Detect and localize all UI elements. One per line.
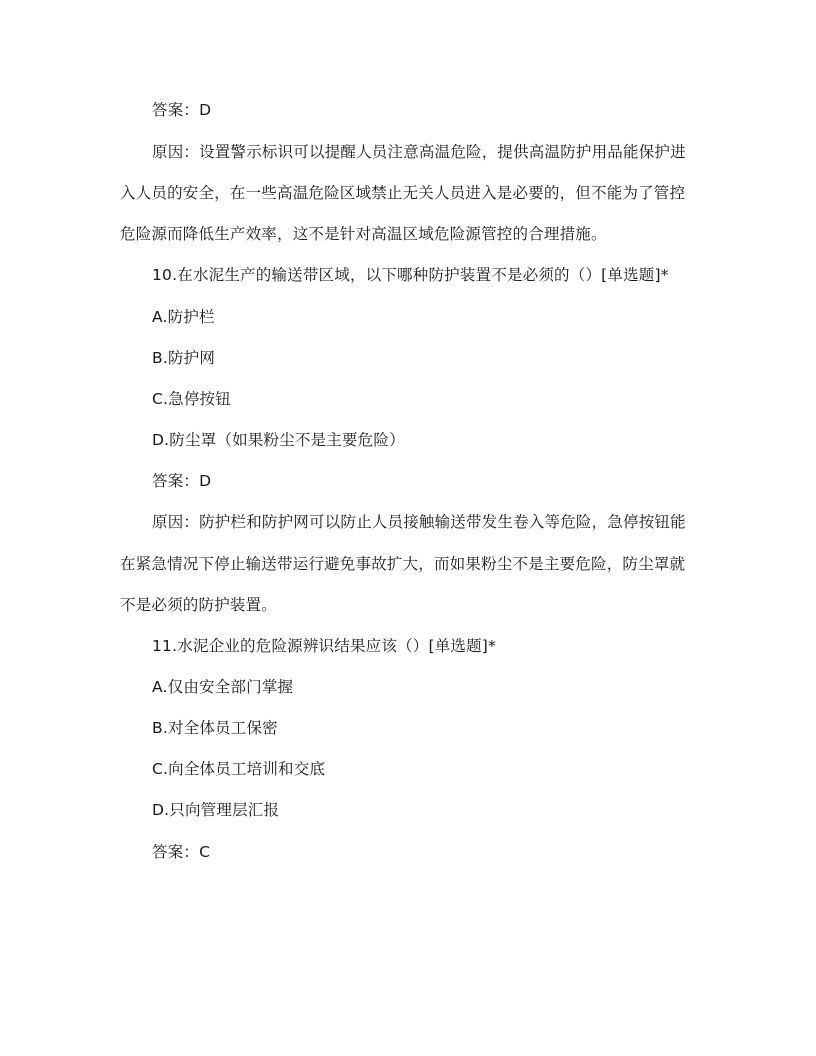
reason-text-line: 在紧急情况下停止输送带运行避免事故扩大，而如果粉尘不是主要危险，防尘罩就 <box>120 555 686 573</box>
answer-text: 答案：D <box>152 472 212 490</box>
question-text: 11.水泥企业的危险源辨识结果应该（）[单选题]* <box>152 637 496 655</box>
question-text: 10.在水泥生产的输送带区域，以下哪种防护装置不是必须的（）[单选题]* <box>152 266 669 284</box>
reason-text-line: 危险源而降低生产效率，这不是针对高温区域危险源管控的合理措施。 <box>120 225 607 243</box>
option-text: A.防护栏 <box>152 308 215 326</box>
reason-text-line: 原因：设置警示标识可以提醒人员注意高温危险，提供高温防护用品能保护进 <box>152 143 686 161</box>
option-text: C.急停按钮 <box>152 390 231 408</box>
option-text: A.仅由安全部门掌握 <box>152 678 294 696</box>
option-text: C.向全体员工培训和交底 <box>152 760 326 778</box>
reason-text-line: 原因：防护栏和防护网可以防止人员接触输送带发生卷入等危险，急停按钮能 <box>152 513 686 531</box>
reason-text-line: 入人员的安全，在一些高温危险区域禁止无关人员进入是必要的，但不能为了管控 <box>120 184 686 202</box>
reason-text-line: 不是必须的防护装置。 <box>120 596 278 614</box>
answer-text: 答案：C <box>152 843 211 861</box>
option-text: B.防护网 <box>152 349 216 367</box>
option-text: D.只向管理层汇报 <box>152 801 280 819</box>
option-text: B.对全体员工保密 <box>152 719 278 737</box>
answer-text: 答案：D <box>152 101 212 119</box>
option-text: D.防尘罩（如果粉尘不是主要危险） <box>152 431 405 449</box>
